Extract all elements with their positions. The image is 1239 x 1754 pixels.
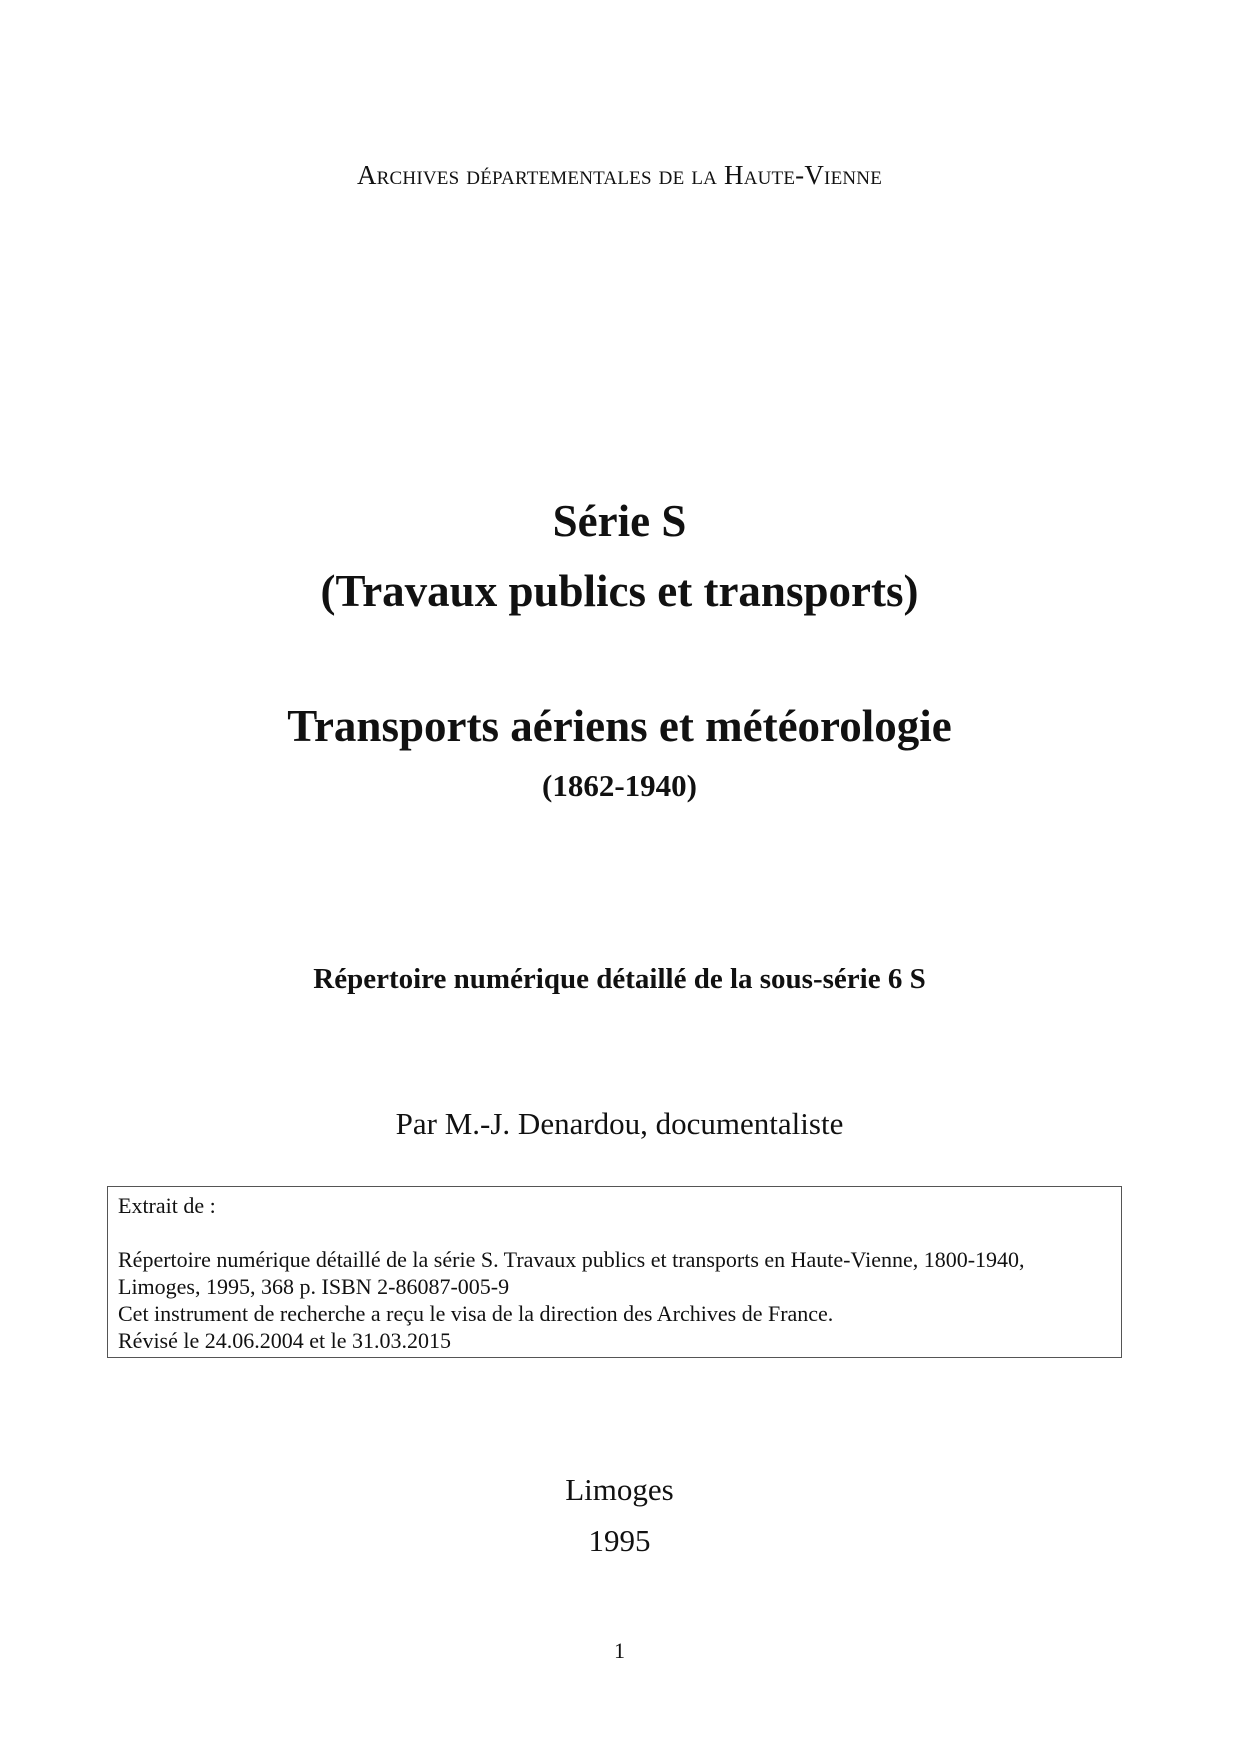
author-line: Par M.-J. Denardou, documentaliste	[395, 1106, 844, 1141]
extract-box	[107, 1186, 1122, 1358]
extract-line: Révisé le 24.06.2004 et le 31.03.2015	[118, 1328, 452, 1353]
serie-subtitle: (Travaux publics et transports)	[320, 566, 919, 616]
repertoire-subtitle: Répertoire numérique détaillé de la sous-série 6 S	[313, 963, 926, 995]
date-range: (1862-1940)	[542, 768, 697, 803]
imprint-place: Limoges	[565, 1472, 674, 1507]
page-number: 1	[614, 1638, 625, 1663]
serie-title: Série S	[552, 496, 687, 546]
extract-line: Cet instrument de recherche a reçu le visa de la direction des Archives de France.	[118, 1301, 834, 1326]
section-title: Transports aériens et météorologie	[287, 701, 952, 751]
extract-line: Répertoire numérique détaillé de la série S. Travaux publics et transports en Haute-Vienne, 1800-1940,	[118, 1247, 1025, 1272]
extract-spacer	[118, 1219, 1111, 1246]
extract-line: Limoges, 1995, 368 p. ISBN 2-86087-005-9	[118, 1274, 510, 1299]
institution-heading: Archives départementales de la Haute-Vienne	[356, 160, 883, 190]
imprint-year: 1995	[588, 1523, 651, 1558]
extract-label: Extrait de :	[118, 1193, 216, 1218]
